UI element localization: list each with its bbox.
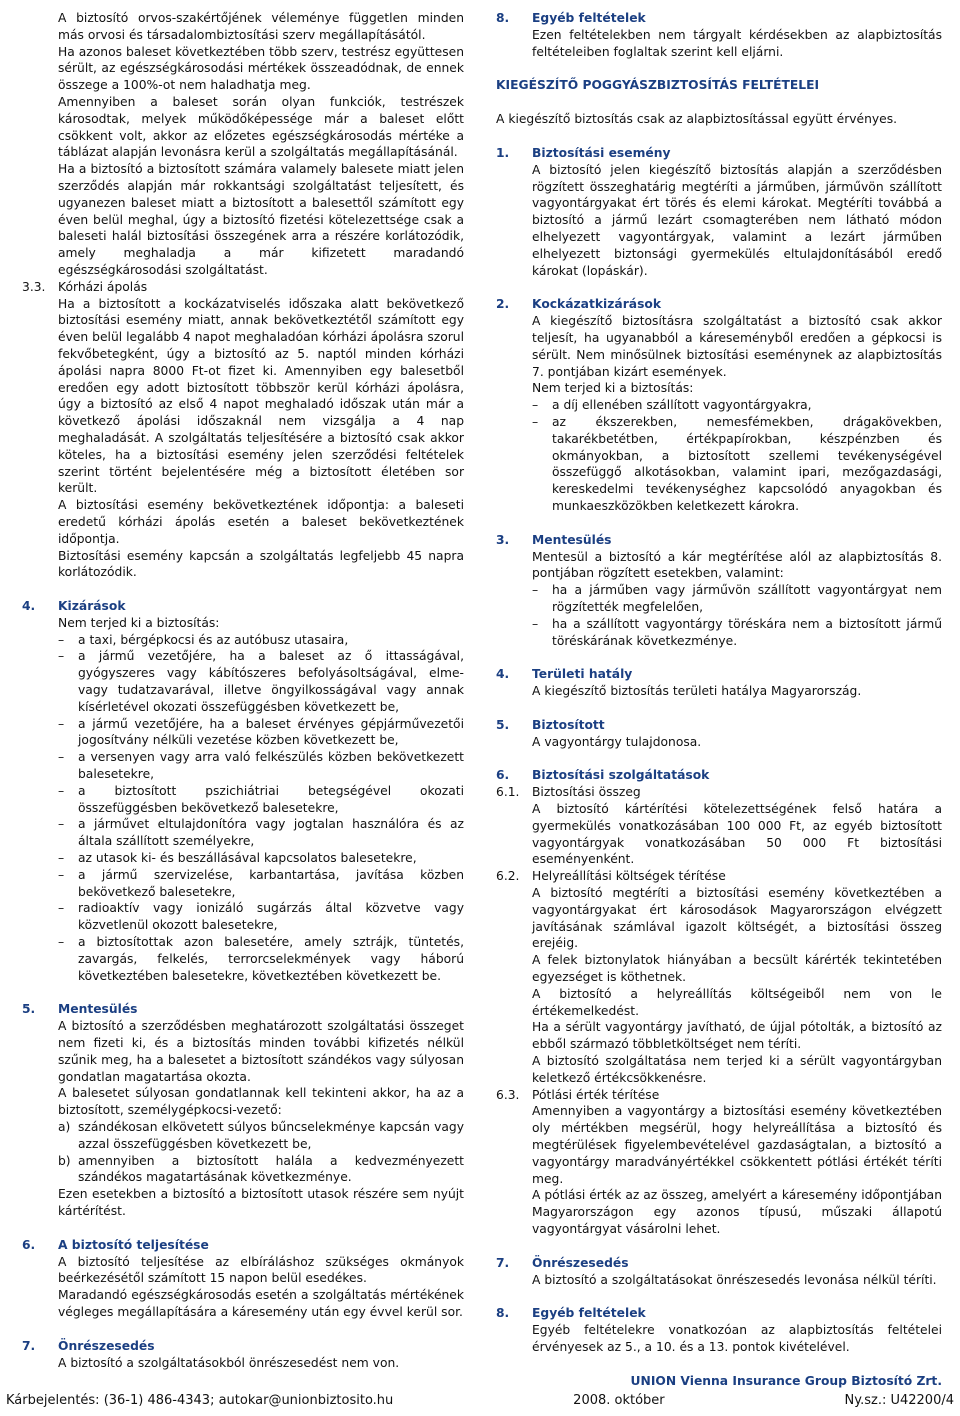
r2-paragraph: A kiegészítő biztosításra szolgáltatást a biztosító csak akkor teljesít, ha ugyanabból a káreseményből eredően a gépkocsi is sérült. Nem minősülnek biztosítási eseménynek az alapbiztosítás 7. pontjában kizárt események.: [532, 314, 942, 379]
section-number: 3.3.: [22, 279, 46, 294]
s33-paragraph-2: A biztosítási esemény bekövetkeztének időpontja: a baleseti eredetű kórházi ápolás esetén a baleset bekövetkeztének időpontja.: [58, 498, 464, 546]
s5-paragraph-3: Ezen esetekben a biztosító a biztosított utasok részére sem nyújt kártérítést.: [58, 1187, 464, 1218]
section-number: 2.: [496, 297, 510, 312]
list-item: – a díj ellenében szállított vagyontárgyakra,: [532, 397, 942, 414]
r-section-6-heading: [496, 767, 942, 784]
footer-contact: Kárbejelentés: (36-1) 486-4343; autokar@unionbiztosito.hu: [6, 1393, 394, 1408]
list-item: – az utasok ki- és beszállásával kapcsolatos balesetekre,: [58, 850, 464, 867]
insurer-signature: UNION Vienna Insurance Group Biztosító Zrt.: [630, 1373, 942, 1388]
risk-exclusions-list: [532, 397, 942, 515]
item-label: b): [58, 1153, 71, 1168]
r62-paragraph-2: A felek biztonylatok hiányában a becsült kárérték tekintetében egyezséget is köthetnek.: [532, 953, 942, 985]
s5-paragraph-2: A balesetet súlyosan gondatlannak kell tekinteni akkor, ha az a biztosított, személygépkocsi-vezető:: [58, 1086, 464, 1118]
section-title: Önrészesedés: [532, 1255, 629, 1270]
section-number: 4.: [22, 599, 36, 614]
list-item: – ha a szállított vagyontárgy töréskára nem a biztosított jármű töréskárának következménye.: [532, 616, 942, 650]
exclusions-list: [58, 632, 464, 985]
r63-paragraph-2: A pótlási érték az az összeg, amelyért a káresemény időpontjában Magyarországon egy azonos típusú, műszaki állapotú vagyontárgyat vásárolni lehet.: [532, 1188, 942, 1236]
r-section-8-heading: [496, 1305, 942, 1322]
right-column: [496, 10, 942, 1390]
section-number: 6.3.: [496, 1087, 520, 1102]
luggage-insurance-intro: A kiegészítő biztosítás csak az alapbiztosítással együtt érvényes.: [496, 112, 898, 127]
section-number: 6.1.: [496, 785, 520, 800]
section-title: Területi hatály: [532, 667, 633, 682]
s33-paragraph-1: Ha a biztosított a kockázatviselés időszaka alatt bekövetkező biztosítási esemény miatt, annak bekövetkeztétől számított egy éven belül legalább 4 napot meghaladóan kórházi ápolásra szorul fekvőbetegként, úgy a biztosító az 5. naptól minden kórházi ápolási napra 8000 Ft-ot fizet ki. Amennyiben egy balesetből eredően egy adott biztosított többször kerül kórházi ápolásra, úgy a biztosító az első 4 napot meghaladó időszak után már a következő ápolási időszaknál nem vizsgálja a 4 nap meghaladását. A szolgáltatás teljesítésére a biztosító csak akkor köteles, ha a biztosítási esemény jelen szerződési feltételek szerint történt bejelentésére még a biztosított életében sor került.: [58, 296, 464, 496]
section-title: Mentesülés: [532, 532, 612, 547]
item-text: amennyiben a biztosított halála a kedvezményezett szándékos magatartásának következménye.: [78, 1153, 464, 1185]
section-number: 1.: [496, 145, 510, 160]
s6-paragraph-1: A biztosító teljesítése az elbíráláshoz szükséges okmányok beérkezésétől számított 15 napon belül esedékes.: [58, 1254, 464, 1286]
r-section-4-heading: [496, 666, 942, 683]
list-item: – a jármű vezetőjére, ha a baleset érvényes gépjárművezetői jogosítvány nélküli vezetése közben következett be,: [58, 716, 464, 750]
s7-paragraph-1: A biztosító a szolgáltatásokból önrészesedést nem von.: [58, 1355, 400, 1370]
r-section-7-heading: [496, 1255, 942, 1272]
r1-paragraph: A biztosító jelen kiegészítő biztosítás alapján a szerződésben rögzített összeghatárig megtéríti a járműben, járművön szállított vagyontárgyakat ért törés és elemi károkat. Megtéríti továbbá a biztosító a jármű lezárt csomagterében nem látható módon elhelyezett vagyontárgyak, valamint a lezárt járműben elhelyezett biztonsági gyermekülés eltulajdonításából eredő károkat (lopáskár).: [532, 162, 942, 278]
section-number: 6.: [22, 1237, 36, 1252]
r3-paragraph: Mentesül a biztosító a kár megtérítése alól az alapbiztosítás 8. pontjában rögzített esetekben, valamint:: [532, 549, 942, 581]
list-item: – a jármű vezetőjére, ha a baleset az ő ittasságával, gyógyszeres vagy kábítószeres befolyásoltságával, elme- vagy tudatzavarával, illetve öngyilkosságával vagy annak kísérletével okozati összefüggésben következett be,: [58, 648, 464, 715]
r61-paragraph: A biztosító kártérítési kötelezettségének felső határa a gyermekülés vonatkozásában 100 000 Ft, az egyéb biztosított vagyontárgyak vonatkozásában 50 000 Ft biztosítási eseményenként.: [532, 802, 942, 867]
section-title: Kórházi ápolás: [58, 279, 148, 294]
r-section-2-heading: [496, 296, 942, 313]
r7-paragraph: A biztosító a szolgáltatásokat önrészesedés levonása nélkül téríti.: [532, 1272, 937, 1287]
list-item: – a taxi, bérgépkocsi és az autóbusz utasaira,: [58, 632, 464, 649]
section-7-heading: [22, 1338, 464, 1355]
s5-paragraph-1: A biztosító a szerződésben meghatározott szolgáltatási összeget nem fizeti ki, és a biztosítás minden további kifizetés nélkül szűnik meg, ha a balesetet a biztosított szándékos vagy súlyosan gondatlan magatartása okozta.: [58, 1019, 464, 1084]
list-item: – a biztosított pszichiátriai betegségével okozati összefüggésben bekövetkező balesetekre,: [58, 783, 464, 817]
r5-paragraph: A vagyontárgy tulajdonosa.: [532, 734, 702, 749]
s6-paragraph-2: Maradandó egészségkárosodás esetén a szolgáltatás mértékének végleges megállapítására a káresemény után egy évvel kerül sor.: [58, 1288, 464, 1319]
r-section-6-1-heading: [496, 784, 942, 801]
section-title: Mentesülés: [58, 1002, 138, 1017]
section-title: Egyéb feltételek: [532, 1306, 646, 1321]
section-8-heading: [496, 10, 942, 27]
r62-paragraph-4: Ha a sérült vagyontárgy javítható, de újjal pótolták, a biztosító az ebből származó többletköltséget nem téríti.: [532, 1020, 942, 1052]
list-item: – radioaktív vagy ionizáló sugárzás által közvetve vagy közvetlenül okozott balesetekre,: [58, 900, 464, 934]
s5-item-b: [58, 1153, 464, 1187]
section-number: 5.: [22, 1002, 36, 1017]
r-section-1-heading: [496, 145, 942, 162]
item-text: szándékosan elkövetett súlyos bűncselekménye kapcsán vagy azzal összefüggésben következett be,: [78, 1120, 464, 1151]
s33-paragraph-3: Biztosítási esemény kapcsán a szolgáltatás legfeljebb 45 napra korlátozódik.: [58, 548, 464, 580]
section-title: Önrészesedés: [58, 1338, 155, 1353]
section-title: A biztosító teljesítése: [58, 1237, 209, 1252]
r63-paragraph-1: Amennyiben a vagyontárgy a biztosítási esemény következtében oly mértékben megsérül, hogy helyreállítása a biztosító és megtérülések figyelembevételével gazdaságtalan, a biztosító a vagyontárgy maradványértékkel csökkentett pótlási értékét téríti meg.: [532, 1104, 942, 1186]
list-item: – a versenyen vagy arra való felkészülés közben bekövetkezett balesetekre,: [58, 749, 464, 783]
r62-paragraph-1: A biztosító megtéríti a biztosítási esemény következtében a vagyontárgyakat ért károsodások Magyarországon elvégzett javításának számlával igazolt költségét, a biztosítási összeg erejéig.: [532, 886, 942, 951]
r8-paragraph: Egyéb feltételekre vonatkozóan az alapbiztosítás feltételei érvényesek az 5., a 10. és a 13. pontok kivételével.: [532, 1323, 942, 1354]
section-5-heading: [22, 1001, 464, 1018]
section-title: Biztosítási esemény: [532, 145, 671, 160]
section-number: 6.: [496, 768, 510, 783]
s8-paragraph: Ezen feltételekben nem tárgyalt kérdésekben az alapbiztosítás feltételeiben foglaltak szerint kell eljárni.: [532, 27, 942, 59]
section-number: 5.: [496, 717, 510, 732]
section-title: Biztosítási összeg: [532, 785, 641, 800]
r2-lead: Nem terjed ki a biztosítás:: [532, 381, 694, 396]
r62-paragraph-5: A biztosító szolgáltatása nem terjed ki a sérült vagyontárgyban keletkező értékcsökkenésre.: [532, 1054, 942, 1085]
section-6-heading: [22, 1237, 464, 1254]
section-title: Egyéb feltételek: [532, 11, 646, 25]
r62-paragraph-3: A biztosító a helyreállítás költségeiből nem von le értékemelkedést.: [532, 986, 942, 1018]
section-title: Kockázatkizárások: [532, 297, 662, 312]
luggage-insurance-title: KIEGÉSZÍTŐ POGGYÁSZBIZTOSÍTÁS FELTÉTELEI: [496, 78, 820, 93]
item-label: a): [58, 1120, 71, 1134]
r-section-3-heading: [496, 532, 942, 549]
footer-reference: Ny.sz.: U42200/4: [844, 1393, 954, 1408]
section-title: Pótlási érték térítése: [532, 1087, 660, 1102]
list-item: – az ékszerekben, nemesfémekben, drágakövekben, takarékbetétben, értékpapírokban, készpénzben és okmányokban, a biztosított szellemi tevékenységével összefüggő alkotásokban, valamint ipari, mezőgazdasági, kereskedelmi tevékenységhez kapcsolódó anyagokban és munkaeszközökben keletkezett károkra.: [532, 414, 942, 515]
r4-paragraph: A kiegészítő biztosítás területi hatálya Magyarország.: [532, 684, 862, 699]
section-title: Helyreállítási költségek térítése: [532, 869, 726, 884]
exemption-list: [532, 582, 942, 649]
section-number: 8.: [496, 11, 510, 25]
section-number: 7.: [496, 1255, 510, 1270]
section-number: 6.2.: [496, 869, 520, 884]
r-section-6-2-heading: [496, 868, 942, 885]
r-section-5-heading: [496, 717, 942, 734]
section-4-heading: [22, 598, 464, 615]
list-item: – a biztosítottak azon balesetére, amely sztrájk, tüntetés, zavargás, felkelés, terrorcselekmények vagy háború következtében balesetekre, következtében következett be.: [58, 934, 464, 984]
intro-paragraph-4: Ha a biztosító a biztosított számára valamely balesete miatt jelen szerződés alapján már rokkantsági szolgáltatást teljesített, és ugyanezen baleset miatt a biztosított a balesettől számított egy éven belül meghal, úgy a biztosító fizetési kötelezettsége csak a baleseti halál biztosítási összegének arra a részére korlátozódik, amely meghaladja a már kifizetett maradandó egészségkárosodási szolgáltatást.: [58, 162, 464, 277]
section-title: Kizárások: [58, 599, 126, 614]
list-item: – a járművet eltulajdonítóra vagy jogtalan használóra és az általa szállított személyekre,: [58, 816, 464, 850]
section-number: 8.: [496, 1306, 510, 1321]
section-3-3-heading: [22, 279, 464, 296]
r-section-6-3-heading: [496, 1087, 942, 1104]
list-item: – a jármű szervizelése, karbantartása, javítása közben bekövetkező balesetekre,: [58, 867, 464, 901]
section-number: 7.: [22, 1338, 36, 1353]
s5-item-a: [58, 1119, 464, 1153]
intro-paragraph-2: Ha azonos baleset következtében több szerv, testrész együttesen sérült, az egészségkárosodási mértékek összeadódnak, de ennek összege a 100%-ot nem haladhatja meg.: [58, 44, 464, 93]
left-column: [22, 10, 464, 1371]
intro-paragraph-1: A biztosító orvos-szakértőjének véleménye független minden más orvosi és társadalombiztosítási szerv megállapításától.: [58, 11, 464, 42]
page-footer: [6, 1393, 954, 1410]
section-number: 4.: [496, 667, 510, 682]
intro-paragraph-3: Amennyiben a baleset során olyan funkciók, testrészek károsodtak, melyek működőképessége már a baleset előtt csökkent volt, akkor az előzetes egészségkárosodás mértéke a táblázat alapján levonásra kerül a szolgáltatás megállapításánál.: [58, 94, 464, 160]
section-title: Biztosítási szolgáltatások: [532, 768, 710, 783]
footer-date: 2008. október: [573, 1393, 665, 1408]
list-item: – ha a járműben vagy járművön szállított vagyontárgyat nem rögzítették megfelelően,: [532, 582, 942, 616]
section-number: 3.: [496, 532, 510, 547]
s4-lead: Nem terjed ki a biztosítás:: [58, 615, 220, 630]
section-title: Biztosított: [532, 717, 605, 732]
